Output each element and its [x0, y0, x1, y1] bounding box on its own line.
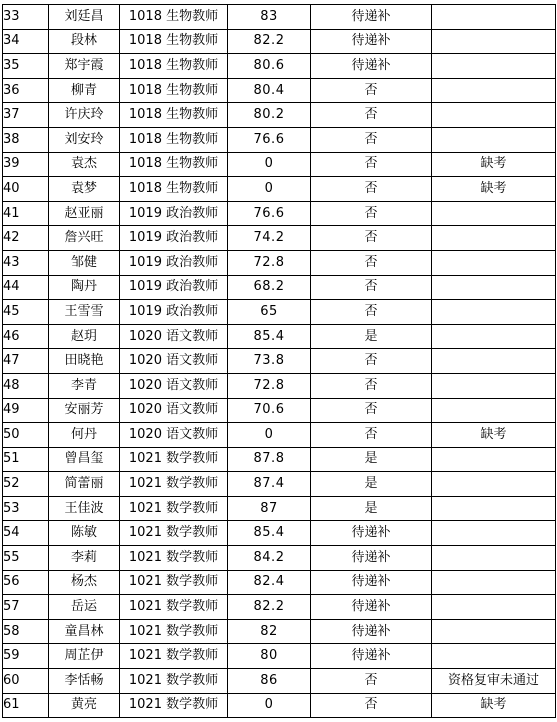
score-cell: 82.4: [228, 570, 311, 595]
table-row: [3, 349, 556, 374]
position-cell: 1021 数学教师: [120, 669, 228, 694]
row-number-cell: 60: [3, 669, 49, 694]
note-cell: [432, 398, 556, 423]
table-row: [3, 127, 556, 152]
candidate-name-cell: 段林: [49, 29, 120, 54]
table-row: [3, 300, 556, 325]
position-cell: 1019 政治教师: [120, 226, 228, 251]
row-number-cell: 36: [3, 78, 49, 103]
score-cell: 82.2: [228, 595, 311, 620]
table-row: [3, 373, 556, 398]
interview-status-cell: 待递补: [311, 54, 432, 79]
position-cell: 1021 数学教师: [120, 496, 228, 521]
score-cell: 70.6: [228, 398, 311, 423]
position-cell: 1018 生物教师: [120, 177, 228, 202]
candidate-name-cell: 许庆玲: [49, 103, 120, 128]
note-cell: [432, 324, 556, 349]
interview-status-cell: 否: [311, 250, 432, 275]
position-cell: 1021 数学教师: [120, 447, 228, 472]
score-cell: 83: [228, 5, 311, 30]
candidate-name-cell: 安丽芳: [49, 398, 120, 423]
position-cell: 1020 语文教师: [120, 373, 228, 398]
note-cell: [432, 349, 556, 374]
table-row: [3, 226, 556, 251]
interview-status-cell: 否: [311, 127, 432, 152]
candidate-name-cell: 简蕾丽: [49, 472, 120, 497]
row-number-cell: 44: [3, 275, 49, 300]
position-cell: 1018 生物教师: [120, 5, 228, 30]
candidate-name-cell: 陶丹: [49, 275, 120, 300]
row-number-cell: 49: [3, 398, 49, 423]
score-cell: 0: [228, 152, 311, 177]
position-cell: 1018 生物教师: [120, 127, 228, 152]
note-cell: [432, 300, 556, 325]
score-cell: 84.2: [228, 546, 311, 571]
table-row: [3, 275, 556, 300]
position-cell: 1020 语文教师: [120, 349, 228, 374]
interview-status-cell: 否: [311, 300, 432, 325]
score-cell: 86: [228, 669, 311, 694]
position-cell: 1021 数学教师: [120, 693, 228, 718]
note-cell: [432, 619, 556, 644]
score-cell: 85.4: [228, 521, 311, 546]
table-row: [3, 54, 556, 79]
table-row: [3, 177, 556, 202]
interview-status-cell: 否: [311, 349, 432, 374]
note-cell: [432, 127, 556, 152]
position-cell: 1019 政治教师: [120, 250, 228, 275]
candidate-name-cell: 李青: [49, 373, 120, 398]
score-cell: 72.8: [228, 250, 311, 275]
table-body: [3, 5, 556, 718]
position-cell: 1018 生物教师: [120, 103, 228, 128]
interview-status-cell: 否: [311, 693, 432, 718]
row-number-cell: 50: [3, 423, 49, 448]
table-row: [3, 103, 556, 128]
score-cell: 87.4: [228, 472, 311, 497]
score-cell: 74.2: [228, 226, 311, 251]
interview-status-cell: 否: [311, 398, 432, 423]
score-cell: 0: [228, 177, 311, 202]
position-cell: 1021 数学教师: [120, 546, 228, 571]
position-cell: 1021 数学教师: [120, 570, 228, 595]
candidate-name-cell: 王佳波: [49, 496, 120, 521]
candidate-name-cell: 赵亚丽: [49, 201, 120, 226]
row-number-cell: 39: [3, 152, 49, 177]
candidate-name-cell: 郑宇霞: [49, 54, 120, 79]
score-cell: 0: [228, 693, 311, 718]
candidate-name-cell: 赵玥: [49, 324, 120, 349]
note-cell: [432, 472, 556, 497]
candidate-name-cell: 田晓艳: [49, 349, 120, 374]
table-row: [3, 398, 556, 423]
table-row: [3, 250, 556, 275]
score-cell: 80.6: [228, 54, 311, 79]
candidate-name-cell: 王雪雪: [49, 300, 120, 325]
position-cell: 1020 语文教师: [120, 324, 228, 349]
position-cell: 1021 数学教师: [120, 595, 228, 620]
interview-status-cell: 待递补: [311, 521, 432, 546]
candidate-name-cell: 李莉: [49, 546, 120, 571]
note-cell: 缺考: [432, 177, 556, 202]
position-cell: 1021 数学教师: [120, 472, 228, 497]
interview-status-cell: 待递补: [311, 619, 432, 644]
table-row: [3, 201, 556, 226]
table-row: [3, 78, 556, 103]
interview-status-cell: 待递补: [311, 595, 432, 620]
row-number-cell: 51: [3, 447, 49, 472]
note-cell: [432, 54, 556, 79]
position-cell: 1018 生物教师: [120, 29, 228, 54]
interview-status-cell: 待递补: [311, 29, 432, 54]
candidate-name-cell: 邹健: [49, 250, 120, 275]
table-row: [3, 496, 556, 521]
note-cell: [432, 78, 556, 103]
position-cell: 1018 生物教师: [120, 78, 228, 103]
position-cell: 1020 语文教师: [120, 423, 228, 448]
position-cell: 1019 政治教师: [120, 275, 228, 300]
note-cell: [432, 447, 556, 472]
note-cell: [432, 644, 556, 669]
interview-status-cell: 待递补: [311, 546, 432, 571]
table-row: [3, 693, 556, 718]
table-row: [3, 595, 556, 620]
row-number-cell: 54: [3, 521, 49, 546]
row-number-cell: 59: [3, 644, 49, 669]
candidate-name-cell: 刘安玲: [49, 127, 120, 152]
note-cell: [432, 595, 556, 620]
candidate-name-cell: 周芷伊: [49, 644, 120, 669]
score-cell: 82: [228, 619, 311, 644]
table-row: [3, 5, 556, 30]
note-cell: [432, 570, 556, 595]
interview-status-cell: 待递补: [311, 5, 432, 30]
row-number-cell: 40: [3, 177, 49, 202]
note-cell: [432, 496, 556, 521]
row-number-cell: 47: [3, 349, 49, 374]
score-cell: 80.4: [228, 78, 311, 103]
row-number-cell: 38: [3, 127, 49, 152]
candidate-name-cell: 曾昌玺: [49, 447, 120, 472]
candidate-name-cell: 杨杰: [49, 570, 120, 595]
position-cell: 1021 数学教师: [120, 619, 228, 644]
row-number-cell: 37: [3, 103, 49, 128]
candidate-name-cell: 袁梦: [49, 177, 120, 202]
note-cell: 资格复审未通过: [432, 669, 556, 694]
results-table: [2, 4, 556, 718]
interview-status-cell: 否: [311, 226, 432, 251]
table-row: [3, 152, 556, 177]
position-cell: 1021 数学教师: [120, 644, 228, 669]
interview-status-cell: 是: [311, 496, 432, 521]
score-cell: 87.8: [228, 447, 311, 472]
score-cell: 72.8: [228, 373, 311, 398]
interview-status-cell: 否: [311, 177, 432, 202]
note-cell: [432, 103, 556, 128]
table-row: [3, 521, 556, 546]
note-cell: [432, 5, 556, 30]
note-cell: 缺考: [432, 423, 556, 448]
table-row: [3, 423, 556, 448]
interview-status-cell: 否: [311, 669, 432, 694]
position-cell: 1018 生物教师: [120, 152, 228, 177]
interview-status-cell: 否: [311, 373, 432, 398]
row-number-cell: 56: [3, 570, 49, 595]
note-cell: 缺考: [432, 693, 556, 718]
note-cell: [432, 275, 556, 300]
row-number-cell: 45: [3, 300, 49, 325]
interview-status-cell: 否: [311, 423, 432, 448]
interview-status-cell: 是: [311, 447, 432, 472]
score-cell: 0: [228, 423, 311, 448]
table-row: [3, 644, 556, 669]
row-number-cell: 42: [3, 226, 49, 251]
note-cell: 缺考: [432, 152, 556, 177]
table-row: [3, 619, 556, 644]
candidate-name-cell: 詹兴旺: [49, 226, 120, 251]
candidate-name-cell: 袁杰: [49, 152, 120, 177]
note-cell: [432, 250, 556, 275]
candidate-name-cell: 柳青: [49, 78, 120, 103]
row-number-cell: 52: [3, 472, 49, 497]
interview-status-cell: 否: [311, 78, 432, 103]
candidate-name-cell: 刘廷昌: [49, 5, 120, 30]
interview-status-cell: 否: [311, 275, 432, 300]
interview-status-cell: 否: [311, 201, 432, 226]
interview-status-cell: 待递补: [311, 644, 432, 669]
note-cell: [432, 226, 556, 251]
note-cell: [432, 201, 556, 226]
candidate-name-cell: 岳运: [49, 595, 120, 620]
score-cell: 82.2: [228, 29, 311, 54]
candidate-name-cell: 陈敏: [49, 521, 120, 546]
table-row: [3, 324, 556, 349]
interview-status-cell: 是: [311, 472, 432, 497]
table-row: [3, 669, 556, 694]
table-row: [3, 472, 556, 497]
score-cell: 80.2: [228, 103, 311, 128]
table-row: [3, 29, 556, 54]
interview-status-cell: 否: [311, 152, 432, 177]
position-cell: 1019 政治教师: [120, 201, 228, 226]
position-cell: 1019 政治教师: [120, 300, 228, 325]
row-number-cell: 57: [3, 595, 49, 620]
row-number-cell: 33: [3, 5, 49, 30]
note-cell: [432, 546, 556, 571]
row-number-cell: 46: [3, 324, 49, 349]
candidate-name-cell: 李恬畅: [49, 669, 120, 694]
row-number-cell: 43: [3, 250, 49, 275]
row-number-cell: 55: [3, 546, 49, 571]
interview-status-cell: 否: [311, 103, 432, 128]
row-number-cell: 48: [3, 373, 49, 398]
score-cell: 80: [228, 644, 311, 669]
score-cell: 68.2: [228, 275, 311, 300]
row-number-cell: 53: [3, 496, 49, 521]
table-row: [3, 570, 556, 595]
row-number-cell: 58: [3, 619, 49, 644]
candidate-name-cell: 黄亮: [49, 693, 120, 718]
score-cell: 76.6: [228, 127, 311, 152]
row-number-cell: 41: [3, 201, 49, 226]
position-cell: 1018 生物教师: [120, 54, 228, 79]
score-cell: 87: [228, 496, 311, 521]
candidate-name-cell: 童昌林: [49, 619, 120, 644]
interview-status-cell: 是: [311, 324, 432, 349]
position-cell: 1020 语文教师: [120, 398, 228, 423]
row-number-cell: 35: [3, 54, 49, 79]
note-cell: [432, 29, 556, 54]
score-cell: 65: [228, 300, 311, 325]
note-cell: [432, 521, 556, 546]
position-cell: 1021 数学教师: [120, 521, 228, 546]
score-cell: 73.8: [228, 349, 311, 374]
table-row: [3, 447, 556, 472]
row-number-cell: 61: [3, 693, 49, 718]
interview-status-cell: 待递补: [311, 570, 432, 595]
row-number-cell: 34: [3, 29, 49, 54]
table-row: [3, 546, 556, 571]
score-cell: 76.6: [228, 201, 311, 226]
note-cell: [432, 373, 556, 398]
candidate-name-cell: 何丹: [49, 423, 120, 448]
score-cell: 85.4: [228, 324, 311, 349]
